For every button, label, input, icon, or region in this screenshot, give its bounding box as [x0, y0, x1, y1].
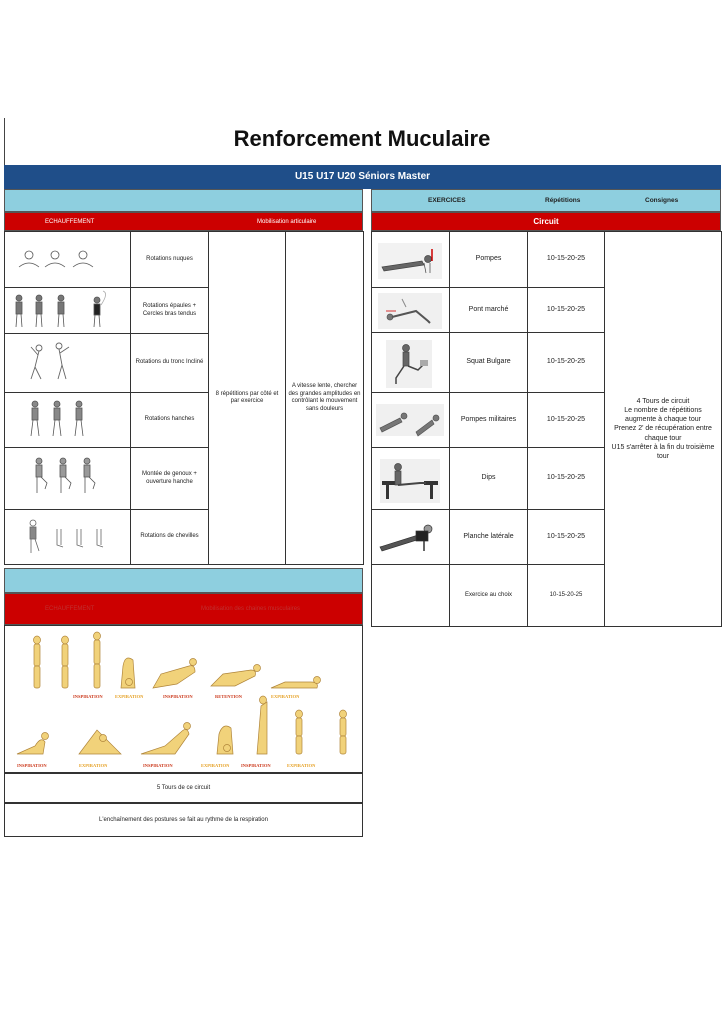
ankle-rotation-figure: [5, 510, 131, 565]
pose-label: EXPIRATION: [201, 763, 230, 768]
exercise-reps: 10-15-20-25: [528, 393, 605, 448]
pose-label: INSPIRATION: [241, 763, 271, 768]
hip-rotation-figure: [5, 393, 131, 448]
left-light-bar-2: [4, 568, 363, 593]
exercise-name: Pompes: [450, 232, 528, 288]
warmup-header: [4, 212, 363, 231]
dips-figure: [372, 448, 450, 510]
exercise-name: Exercice au choix: [450, 565, 528, 627]
exercise-reps: 10-15-20-25: [528, 448, 605, 510]
pose-label: EXPIRATION: [271, 694, 300, 699]
bulgarian-squat-figure: [372, 333, 450, 393]
pose-label: INSPIRATION: [143, 763, 173, 768]
warmup2-header-left: ECHAUFFEMENT: [45, 606, 95, 612]
pose-label: INSPIRATION: [163, 694, 193, 699]
warmup-label: Montée de genoux + ouverture hanche: [131, 448, 209, 510]
instruction-line: Prenez 2' de récupération entre chaque tour: [614, 425, 712, 442]
warmup-label: Rotations épaules + Cercles bras tendus: [131, 288, 209, 334]
exercise-reps: 10-15-20-25: [528, 510, 605, 565]
warmup-label: Rotations hanches: [131, 393, 209, 448]
category-banner: U15 U17 U20 Séniors Master: [4, 165, 721, 189]
exercise-reps: 10-15-20-25: [528, 333, 605, 393]
instructions-cell: [605, 232, 722, 627]
speed-note: A vitesse lente, chercher des grandes amplitudes en contrôlant le mouvement sans douleurs: [286, 232, 364, 565]
warmup2-header-right: Mobilisation des chaines musculaires: [201, 606, 301, 612]
sun-salutation-figure: [4, 625, 363, 773]
table-row: [5, 232, 364, 288]
right-header-bar: [371, 189, 721, 212]
circuit-header: Circuit: [371, 212, 721, 231]
side-plank-figure: [372, 510, 450, 565]
warmup2-header: [4, 593, 363, 625]
knee-raise-figure: [5, 448, 131, 510]
left-light-bar: [4, 189, 363, 212]
exercise-name: Squat Bulgare: [450, 333, 528, 393]
reps-header: Répétitions: [545, 197, 581, 204]
circuit-table: [371, 231, 722, 627]
exercises-header: EXERCICES: [428, 197, 466, 204]
warmup-header-right: Mobilisation articulaire: [257, 218, 317, 225]
instruction-line: 4 Tours de circuit: [636, 398, 690, 406]
exercise-reps: 10-15-20-25: [528, 565, 605, 627]
pushup-figure: [372, 232, 450, 288]
warmup-table: [4, 231, 364, 565]
exercise-name: Pompes militaires: [450, 393, 528, 448]
reps-note: 8 répétitions par côté et par exercice: [209, 232, 286, 565]
warmup-header-left: ECHAUFFEMENT: [45, 218, 95, 225]
chain-note: L'enchaînement des postures se fait au rythme de la respiration: [4, 803, 363, 837]
glute-bridge-figure: [372, 288, 450, 333]
instruction-line: Le nombre de répétitions augmente à chaque tour: [624, 407, 702, 424]
page-title: Renforcement Muculaire: [233, 126, 491, 151]
pose-label: EXPIRATION: [115, 694, 144, 699]
exercise-name: Pont marché: [450, 288, 528, 333]
trunk-rotation-figure: [5, 334, 131, 393]
tours-note: 5 Tours de ce circuit: [4, 773, 363, 803]
neck-rotation-figure: [5, 232, 131, 288]
exercise-reps: 10-15-20-25: [528, 232, 605, 288]
pose-label: EXPIRATION: [287, 763, 316, 768]
warmup-label: Rotations du tronc Incliné: [131, 334, 209, 393]
instructions-header: Consignes: [645, 197, 679, 204]
instruction-line: U15 s'arrêter à la fin du troisième tour: [611, 443, 715, 460]
pose-label: RETENTION: [215, 694, 243, 699]
pose-label: INSPIRATION: [73, 694, 103, 699]
warmup-label: Rotations nuques: [131, 232, 209, 288]
military-pushup-figure: [372, 393, 450, 448]
pose-label: INSPIRATION: [17, 763, 47, 768]
exercise-name: Planche latérale: [450, 510, 528, 565]
pose-label: EXPIRATION: [79, 763, 108, 768]
exercise-reps: 10-15-20-25: [528, 288, 605, 333]
exercise-name: Dips: [450, 448, 528, 510]
warmup-label: Rotations de chevilles: [131, 510, 209, 565]
empty-image-cell: [372, 565, 450, 627]
shoulder-rotation-figure: [5, 288, 131, 334]
table-row: [372, 232, 722, 288]
